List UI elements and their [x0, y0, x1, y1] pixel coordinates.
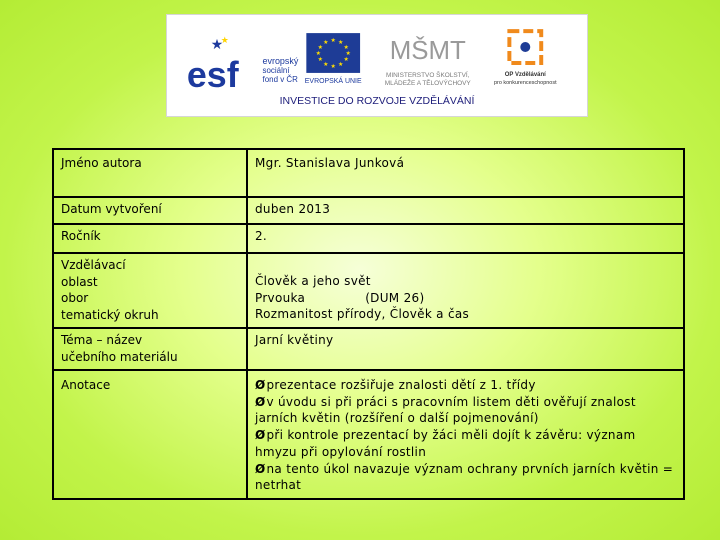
esf-small-star-icon: ★	[220, 36, 229, 47]
esf-logo	[187, 36, 299, 95]
table-row-grade	[53, 224, 684, 253]
author-value: Mgr. Stanislava Junková	[247, 149, 684, 197]
funding-logo-banner	[166, 14, 588, 117]
svg-text:★: ★	[337, 60, 344, 68]
esf-line3: fond v ČR	[262, 74, 298, 84]
grade-value: 2.	[247, 224, 684, 253]
op-logo	[494, 31, 557, 86]
table-row-annotation	[53, 370, 684, 499]
area-label: Vzdělávací oblast obor tematický okruh	[53, 253, 247, 328]
document-info-table	[52, 148, 685, 500]
svg-text:★: ★	[315, 50, 321, 57]
annotation-value	[247, 370, 684, 499]
author-label: Jméno autora	[53, 149, 247, 197]
annotation-bullet: Øpři kontrole prezentací by žáci měli dojít k závěru: význam hmyzu při opylování rostlin	[255, 428, 636, 459]
eu-label: EVROPSKÁ UNIE	[304, 77, 362, 85]
bullet-arrow-icon: Ø	[255, 428, 266, 443]
annotation-bullet: Øprezentace rozšiřuje znalosti dětí z 1. třídy	[255, 378, 536, 392]
esf-mark: esf	[186, 54, 239, 95]
table-row-author	[53, 149, 684, 197]
created-label: Datum vytvoření	[53, 197, 247, 224]
op-line2: pro konkurenceschopnost	[493, 79, 557, 86]
banner-tagline: INVESTICE DO ROZVOJE VZDĚLÁVÁNÍ	[279, 95, 475, 107]
topic-label: Téma – název učebního materiálu	[53, 328, 247, 370]
annotation-bullet: Øv úvodu si při práci s pracovním listem děti ověřují znalost jarních květin (rozšíření o další pojmenování)	[255, 394, 636, 426]
esf-star-icon: ★	[210, 37, 224, 54]
created-value: duben 2013	[247, 197, 684, 224]
svg-text:★: ★	[323, 60, 329, 68]
msmt-line2: MLÁDEŽE A TĚLOVÝCHOVY	[384, 79, 471, 87]
bullet-arrow-icon: Ø	[255, 394, 266, 409]
svg-text:★: ★	[330, 62, 336, 70]
svg-text:★: ★	[330, 37, 336, 45]
svg-text:★: ★	[343, 44, 349, 52]
svg-text:★: ★	[345, 50, 351, 57]
funding-logos	[167, 15, 587, 95]
svg-text:★: ★	[343, 55, 349, 63]
msmt-mark: MŠMT	[389, 36, 466, 65]
op-dot-icon	[520, 42, 530, 52]
bullet-arrow-icon: Ø	[255, 378, 266, 392]
bullet-arrow-icon: Ø	[255, 461, 266, 476]
annotation-bullet: Øna tento úkol navazuje význam ochrany prvních jarních květin = netrhat	[255, 461, 674, 493]
grade-label: Ročník	[53, 224, 247, 253]
op-line1: OP Vzdělávání	[504, 71, 546, 78]
area-value: Člověk a jeho svět Prvouka (DUM 26) Rozmanitost přírody, Člověk a čas	[247, 253, 684, 328]
svg-text:★: ★	[323, 39, 329, 47]
svg-text:★: ★	[317, 44, 323, 52]
topic-value: Jarní květiny	[247, 328, 684, 370]
svg-text:★: ★	[317, 55, 323, 63]
table-row-created	[53, 197, 684, 224]
eu-flag-logo	[305, 33, 362, 85]
table-row-topic	[53, 328, 684, 370]
annotation-label: Anotace	[53, 370, 247, 499]
svg-text:★: ★	[337, 39, 344, 47]
msmt-logo	[385, 36, 472, 87]
msmt-line1: MINISTERSTVO ŠKOLSTVÍ,	[385, 71, 470, 79]
esf-line2: sociální	[262, 65, 290, 75]
table-row-area	[53, 253, 684, 328]
esf-line1: evropský	[262, 55, 299, 66]
